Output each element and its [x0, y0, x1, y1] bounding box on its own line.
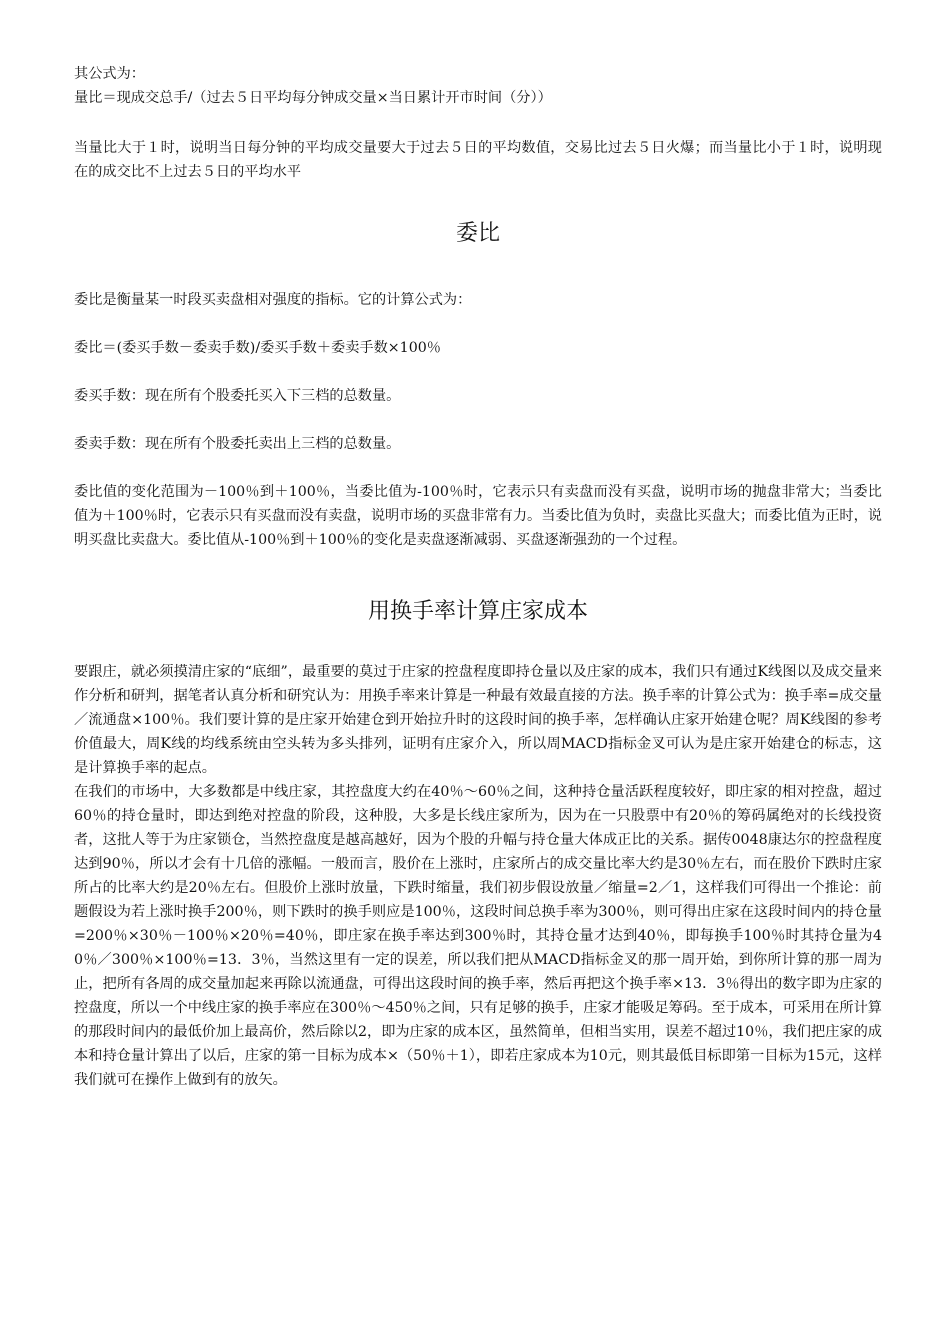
- section-title-commission-ratio: 委比: [455, 221, 500, 246]
- sell-volume-definition: 委卖手数：现在所有个股委托卖出上三档的总数量。: [74, 436, 401, 452]
- commission-ratio-intro: 委比是衡量某一时段买卖盘相对强度的指标。它的计算公式为：: [74, 292, 472, 308]
- turnover-paragraph-2: 在我们的市场中，大多数都是中线庄家，其控盘度大约在40％～60％之间，这种持仓量活跃程度较好，即庄家的相对控盘，超过60％的持仓量时，即达到绝对控盘的阶段，这种股，大多是长线庄家所为，因为在一只股票中有20％的筹码属绝对的长线投资者，这批人等于为庄家锁仓，当然控盘度是越高越好，因为个股的升幅与持仓量大体成正比的关系。据传0048康达尔的控盘程度达到90％，所以才会有十几倍的涨幅。一般而言，股价在上涨时，庄家所占的成交量比率大约是30％左右，而在股价下跌时庄家所占的比率大约是20％左右。但股价上涨时放量，下跌时缩量，我们初步假设放量／缩量=2／1，这样我们可得出一个推论：前题假设为若上涨时换手200％，则下跌时的换手则应是100％，这段时间总换手率为300％，则可得出庄家在这段时间内的持仓量=200％×30％－100％×20％=40％，即庄家在换手率达到300％时，其持仓量才达到40％，即每换手100％时其持仓量为40％／300％×100％=13．3％，当然这里有一定的误差，所以我们把从MACD指标金叉的那一周开始，到你所计算的那一周为止，把所有各周的成交量加起来再除以流通盘，可得出这段时间的换手率，然后再把这个换手率×13．3％得出的数字即为庄家的控盘度，所以一个中线庄家的换手率应在300％～450％之间，只有足够的换手，庄家才能吸足筹码。至于成本，可采用在所计算的那段时间内的最低价加上最高价，然后除以2，即为庄家的成本区，虽然简单，但相当实用，误差不超过10％，我们把庄家的成本和持仓量计算出了以后，庄家的第一目标为成本×（50％＋1），即若庄家成本为10元，则其最低目标即第一目标为15元，这样我们就可在操作上做到有的放矢。: [74, 784, 882, 1088]
- spacer: [74, 312, 882, 336]
- spacer: [74, 110, 882, 136]
- formula-intro: 其公式为：: [74, 66, 145, 82]
- turnover-paragraph-1: 要跟庄，就必须摸清庄家的“底细”，最重要的莫过于庄家的控盘程度即持仓量以及庄家的成本，我们只有通过K线图以及成交量来作分析和研判，据笔者认真分析和研究认为：用换手率来计算是一种最有效最直接的方法。换手率的计算公式为：换手率=成交量／流通盘×100％。我们要计算的是庄家开始建仓到开始拉升时的这段时间的换手率，怎样确认庄家开始建仓呢？周K线图的参考价值最大，周K线的均线系统由空头转为多头排列，证明有庄家介入，所以周MACD指标金叉可认为是庄家开始建仓的标志，这是计算换手率的起点。: [74, 664, 882, 776]
- spacer: [74, 360, 882, 384]
- spacer: [74, 552, 882, 592]
- commission-ratio-explanation: 委比值的变化范围为－100％到＋100％，当委比值为-100％时，它表示只有卖盘而没有买盘，说明市场的抛盘非常大；当委比值为＋100％时，它表示只有买盘而没有卖盘，说明市场的买盘非常有力。当委比值为负时，卖盘比买盘大；而委比值为正时，说明买盘比卖盘大。委比值从-100％到＋100％的变化是卖盘逐渐减弱、买盘逐渐强劲的一个过程。: [74, 484, 882, 548]
- spacer: [74, 408, 882, 432]
- spacer: [74, 254, 882, 288]
- section-title-turnover-cost: 用换手率计算庄家成本: [367, 599, 588, 624]
- commission-ratio-formula: 委比＝(委买手数－委卖手数)/委买手数＋委卖手数×100％: [74, 340, 441, 356]
- document-page: [74, 62, 882, 1092]
- buy-volume-definition: 委买手数：现在所有个股委托买入下三档的总数量。: [74, 388, 401, 404]
- volume-ratio-formula: 量比＝现成交总手/（过去５日平均每分钟成交量×当日累计开市时间（分））: [74, 90, 552, 106]
- volume-ratio-explanation: 当量比大于１时，说明当日每分钟的平均成交量要大于过去５日的平均数值，交易比过去５日火爆；而当量比小于１时，说明现在的成交比不上过去５日的平均水平: [74, 140, 882, 180]
- spacer: [74, 456, 882, 480]
- spacer: [74, 184, 882, 214]
- spacer: [74, 632, 882, 660]
